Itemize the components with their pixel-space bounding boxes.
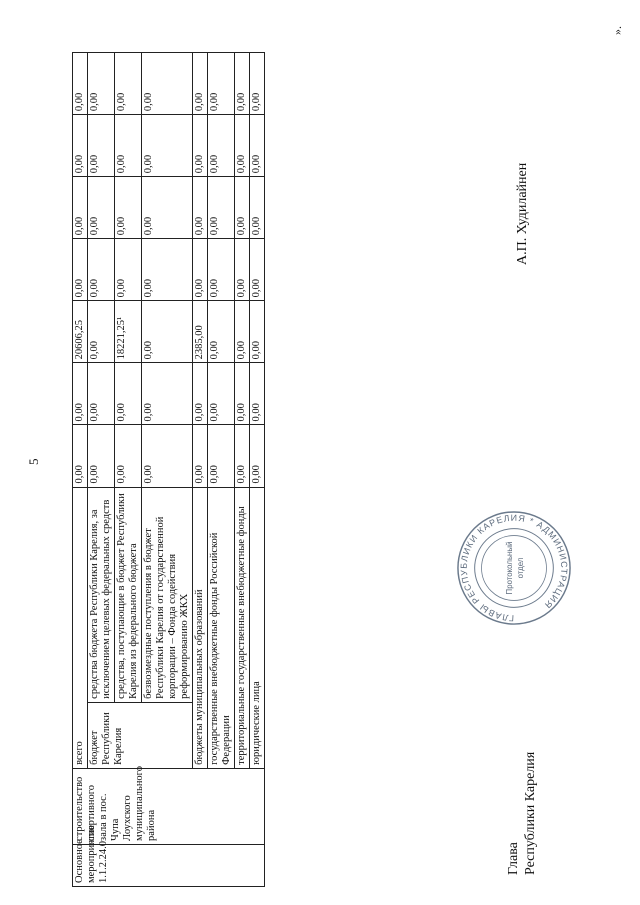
value-cell: 0,00 <box>73 363 88 425</box>
source-cell: юридические лица <box>250 487 265 768</box>
value-cell: 0,00 <box>193 239 208 301</box>
value-cell: 0,00 <box>142 425 193 487</box>
value-cell: 0,00 <box>115 177 142 239</box>
measure-title-cell: строительство спортивного зала в пос. Чупа Лоухского муниципального района <box>73 768 265 844</box>
value-cell: 0,00 <box>88 239 115 301</box>
value-cell: 0,00 <box>235 363 250 425</box>
value-cell: 0,00 <box>250 425 265 487</box>
value-cell: 0,00 <box>193 53 208 115</box>
value-cell: 0,00 <box>193 177 208 239</box>
value-cell: 0,00 <box>142 301 193 363</box>
source-cell: всего <box>73 487 88 768</box>
value-cell: 0,00 <box>73 177 88 239</box>
source-cell: бюджеты муниципальных образований <box>193 487 208 768</box>
source-cell: безвозмездные поступления в бюджет Республики Карелия от государственной корпорации – Фонда содействия реформированию ЖКХ <box>142 487 193 702</box>
measure-type-cell: Основное мероприятие 1.1.2.24.0 <box>73 844 265 886</box>
page-number: 5 <box>26 458 41 465</box>
value-cell: 0,00 <box>235 301 250 363</box>
value-cell: 0,00 <box>115 239 142 301</box>
seal-outer-text: ГЛАВЫ РЕСПУБЛИКИ КАРЕЛИЯ * АДМИНИСТРАЦИЯ <box>458 512 570 624</box>
value-cell: 0,00 <box>73 115 88 177</box>
value-cell: 0,00 <box>208 177 235 239</box>
value-cell: 20606,25 <box>73 301 88 363</box>
source-cell: государственные внебюджетные фонды Российской Федерации <box>208 487 235 768</box>
value-cell: 0,00 <box>73 425 88 487</box>
source-cell: средства бюджета Республики Карелия, за исключением целевых федеральных средств <box>88 487 115 702</box>
value-cell: 0,00 <box>115 115 142 177</box>
value-cell: 0,00 <box>193 115 208 177</box>
signature-title-line2: Республики Карелия <box>523 751 538 875</box>
table-body <box>73 53 265 887</box>
value-cell: 0,00 <box>250 239 265 301</box>
value-cell: 0,00 <box>250 177 265 239</box>
signature-title-line1: Глава <box>506 842 521 875</box>
value-cell: 0,00 <box>208 363 235 425</box>
seal-inner-text: отдел <box>515 557 525 579</box>
value-cell: 0,00 <box>250 301 265 363</box>
value-cell: 0,00 <box>142 115 193 177</box>
value-cell: 0,00 <box>193 363 208 425</box>
source-cell: средства, поступающие в бюджет Республики Карелия из федерального бюджета <box>115 487 142 702</box>
budget-label-cell: бюджет Республики Карелия <box>88 702 193 768</box>
table-row <box>250 53 265 887</box>
table-row <box>193 53 208 887</box>
value-cell: 0,00 <box>250 115 265 177</box>
value-cell: 0,00 <box>250 363 265 425</box>
value-cell: 18221,25¹ <box>115 301 142 363</box>
signature-block <box>505 752 539 875</box>
value-cell: 0,00 <box>88 425 115 487</box>
official-seal <box>455 509 573 627</box>
value-cell: 0,00 <box>88 363 115 425</box>
signer-name: А.П. Худилайнен <box>515 162 530 265</box>
value-cell: 0,00 <box>235 177 250 239</box>
value-cell: 0,00 <box>73 239 88 301</box>
table-row <box>73 53 88 887</box>
value-cell: 0,00 <box>208 239 235 301</box>
value-cell: 0,00 <box>88 53 115 115</box>
value-cell: 0,00 <box>208 425 235 487</box>
value-cell: 0,00 <box>250 53 265 115</box>
value-cell: 0,00 <box>88 177 115 239</box>
value-cell: 0,00 <box>208 53 235 115</box>
value-cell: 0,00 <box>142 53 193 115</box>
budget-table <box>72 52 265 887</box>
value-cell: 0,00 <box>115 425 142 487</box>
value-cell: 0,00 <box>73 53 88 115</box>
table-row <box>208 53 235 887</box>
value-cell: 0,00 <box>142 363 193 425</box>
value-cell: 0,00 <box>208 115 235 177</box>
value-cell: 0,00 <box>142 239 193 301</box>
value-cell: 0,00 <box>235 239 250 301</box>
source-cell: территориальные государственные внебюджетные фонды <box>235 487 250 768</box>
value-cell: 0,00 <box>88 115 115 177</box>
value-cell: 0,00 <box>115 363 142 425</box>
value-cell: 0,00 <box>235 115 250 177</box>
value-cell: 0,00 <box>235 425 250 487</box>
closing-quote: ». <box>610 26 624 35</box>
value-cell: 0,00 <box>115 53 142 115</box>
value-cell: 0,00 <box>142 177 193 239</box>
value-cell: 0,00 <box>193 425 208 487</box>
table-row <box>88 53 115 887</box>
table-row <box>235 53 250 887</box>
value-cell: 0,00 <box>208 301 235 363</box>
value-cell: 0,00 <box>235 53 250 115</box>
seal-inner-text: Протокольный <box>505 541 515 595</box>
value-cell: 0,00 <box>88 301 115 363</box>
value-cell: 2385,00 <box>193 301 208 363</box>
